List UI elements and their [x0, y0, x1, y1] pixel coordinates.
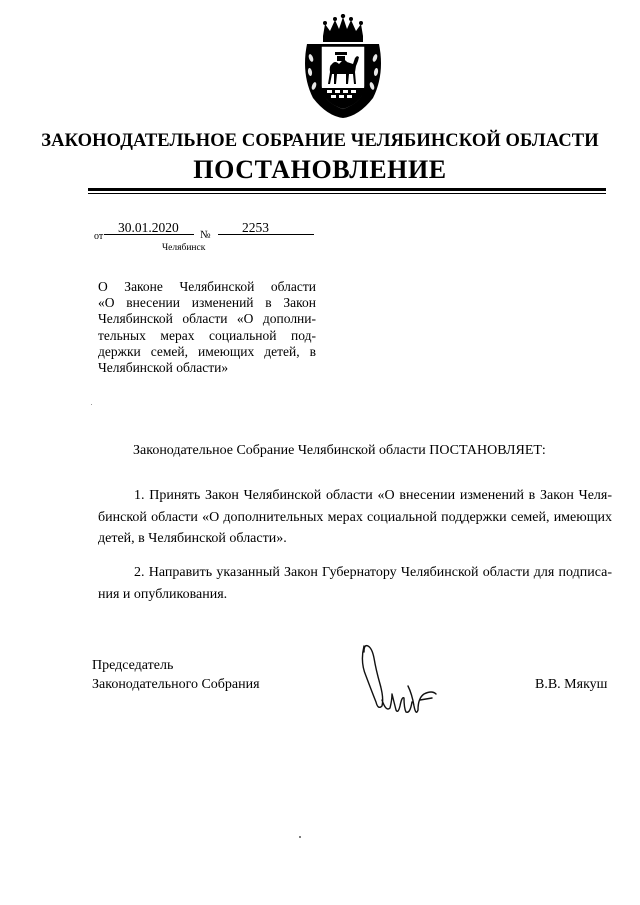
header-divider-thick [88, 188, 606, 191]
header-divider-thin [88, 193, 606, 194]
number-sign-label: № [200, 229, 211, 241]
document-type-title: ПОСТАНОВЛЕНИЕ [193, 155, 447, 184]
document-date: 30.01.2020 [118, 220, 179, 235]
subject-line: Челябинской области» [98, 359, 229, 375]
subject-line: держки семей, имеющих детей, в [98, 343, 316, 359]
subject-line: тельных мерах социальной под- [98, 327, 316, 343]
paragraph-line: бинской области «О дополнительных мерах социальной поддержки семей, имеющих [98, 509, 612, 525]
scan-speck [91, 404, 92, 405]
date-prefix-label: от [94, 231, 104, 242]
city-label: Челябинск [162, 243, 206, 253]
paragraph-line: детей, в Челябинской области». [98, 531, 287, 546]
signatory-name: В.В. Мякуш [535, 677, 608, 692]
document-subject [98, 279, 316, 376]
paragraph-line: ния и опубликования. [98, 586, 228, 602]
document-number: 2253 [242, 220, 269, 235]
signatory-title [92, 656, 260, 694]
subject-line: «О внесении изменений в Закон [98, 295, 316, 311]
paragraph-line: 1. Принять Закон Челябинской области «О внесении изменений в Закон Челя- [134, 488, 612, 503]
decree-heading: Законодательное Собрание Челябинской области ПОСТАНОВЛЯЕТ: [133, 443, 546, 458]
paragraph-line: 2. Направить указанный Закон Губернатору Челябинской области для подписа- [134, 565, 612, 580]
subject-line: Челябинской области «О дополни- [98, 311, 316, 327]
chelyabinsk-coat-of-arms-icon [299, 14, 387, 120]
paragraph-1 [98, 485, 612, 550]
subject-line: О Законе Челябинской области [98, 279, 316, 294]
paragraph-2 [98, 562, 612, 605]
organization-title: ЗАКОНОДАТЕЛЬНОЕ СОБРАНИЕ ЧЕЛЯБИНСКОЙ ОБЛАСТИ [41, 131, 599, 151]
signatory-title-line: Законодательного Собрания [92, 677, 260, 692]
signatory-title-line: Председатель [92, 658, 174, 673]
scan-speck [299, 836, 301, 838]
handwritten-signature-icon [352, 640, 442, 720]
